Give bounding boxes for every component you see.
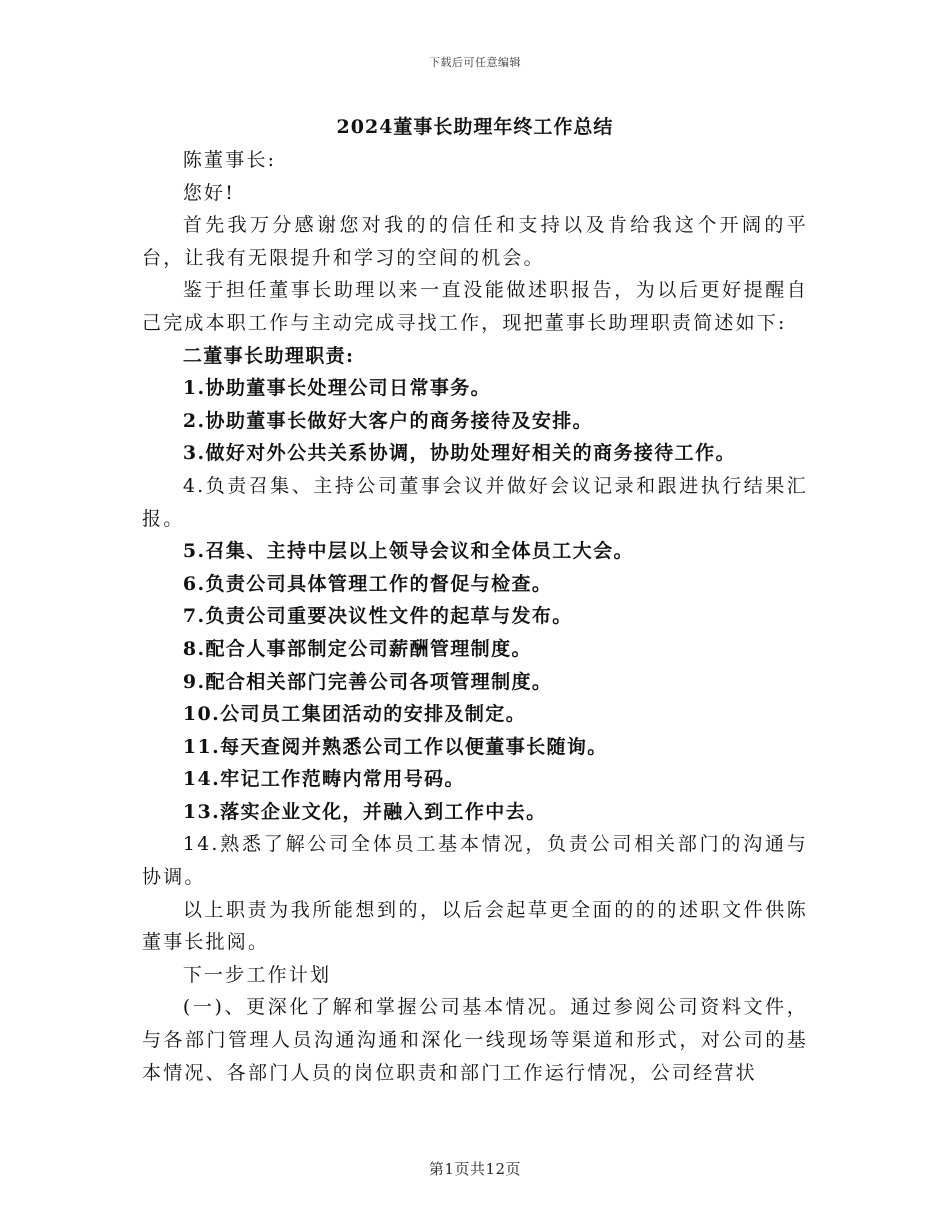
document-title: 2024董事长助理年终工作总结 bbox=[336, 116, 614, 138]
header-note: 下载后可任意编辑 bbox=[429, 56, 521, 69]
duty-item: 10.公司员工集团活动的安排及制定。 bbox=[182, 703, 527, 726]
document-body bbox=[142, 144, 808, 1089]
duty-item: 14.牢记工作范畴内常用号码。 bbox=[182, 768, 465, 791]
duty-item: 1.协助董事长处理公司日常事务。 bbox=[182, 377, 492, 400]
duty-item: 13.落实企业文化，并融入到工作中去。 bbox=[182, 800, 547, 823]
page-number: 第1页共12页 bbox=[428, 1160, 522, 1178]
duty-item: 8.配合人事部制定公司薪酬管理制度。 bbox=[182, 637, 532, 660]
section-heading-duties: 二董事长助理职责: bbox=[182, 344, 355, 367]
section-heading-next-plan: 下一步工作计划 bbox=[182, 963, 332, 986]
salutation: 陈董事长: bbox=[182, 149, 277, 171]
greeting: 您好! bbox=[182, 181, 236, 204]
duty-item: 7.负责公司重要决议性文件的起草与发布。 bbox=[182, 605, 573, 628]
duty-item: 14.熟悉了解公司全体员工基本情况，负责公司相关部门的沟通与协调。 bbox=[142, 833, 808, 889]
paragraph-intro: 鉴于担任董事长助理以来一直没能做述职报告，为以后更好提醒自己完成本职工作与主动完成寻找工作，现把董事长助理职责简述如下: bbox=[142, 279, 808, 334]
paragraph-plan-1: (一)、更深化了解和掌握公司基本情况。通过参阅公司资料文件，与各部门管理人员沟通沟通和深化一线现场等渠道和形式，对公司的基本情况、各部门人员的岗位职责和部门工作运行情况，公司经营状 bbox=[142, 996, 808, 1084]
duty-item: 3.做好对外公共关系协调，协助处理好相关的商务接待工作。 bbox=[182, 442, 736, 465]
paragraph-thanks: 首先我万分感谢您对我的的信任和支持以及肯给我这个开阔的平台，让我有无限提升和学习的空间的机会。 bbox=[142, 214, 808, 269]
paragraph-closing-duties: 以上职责为我所能想到的，以后会起草更全面的的的述职文件供陈董事长批阅。 bbox=[142, 898, 808, 954]
duty-item: 4.负责召集、主持公司董事会议并做好会议记录和跟进执行结果汇报。 bbox=[142, 474, 808, 530]
duty-item: 5.召集、主持中层以上领导会议和全体员工大会。 bbox=[182, 540, 634, 563]
duty-item: 9.配合相关部门完善公司各项管理制度。 bbox=[182, 670, 553, 693]
duty-item: 6.负责公司具体管理工作的督促与检查。 bbox=[182, 572, 553, 595]
duty-item: 2.协助董事长做好大客户的商务接待及安排。 bbox=[182, 409, 594, 432]
duty-item: 11.每天查阅并熟悉公司工作以便董事长随询。 bbox=[182, 735, 608, 758]
